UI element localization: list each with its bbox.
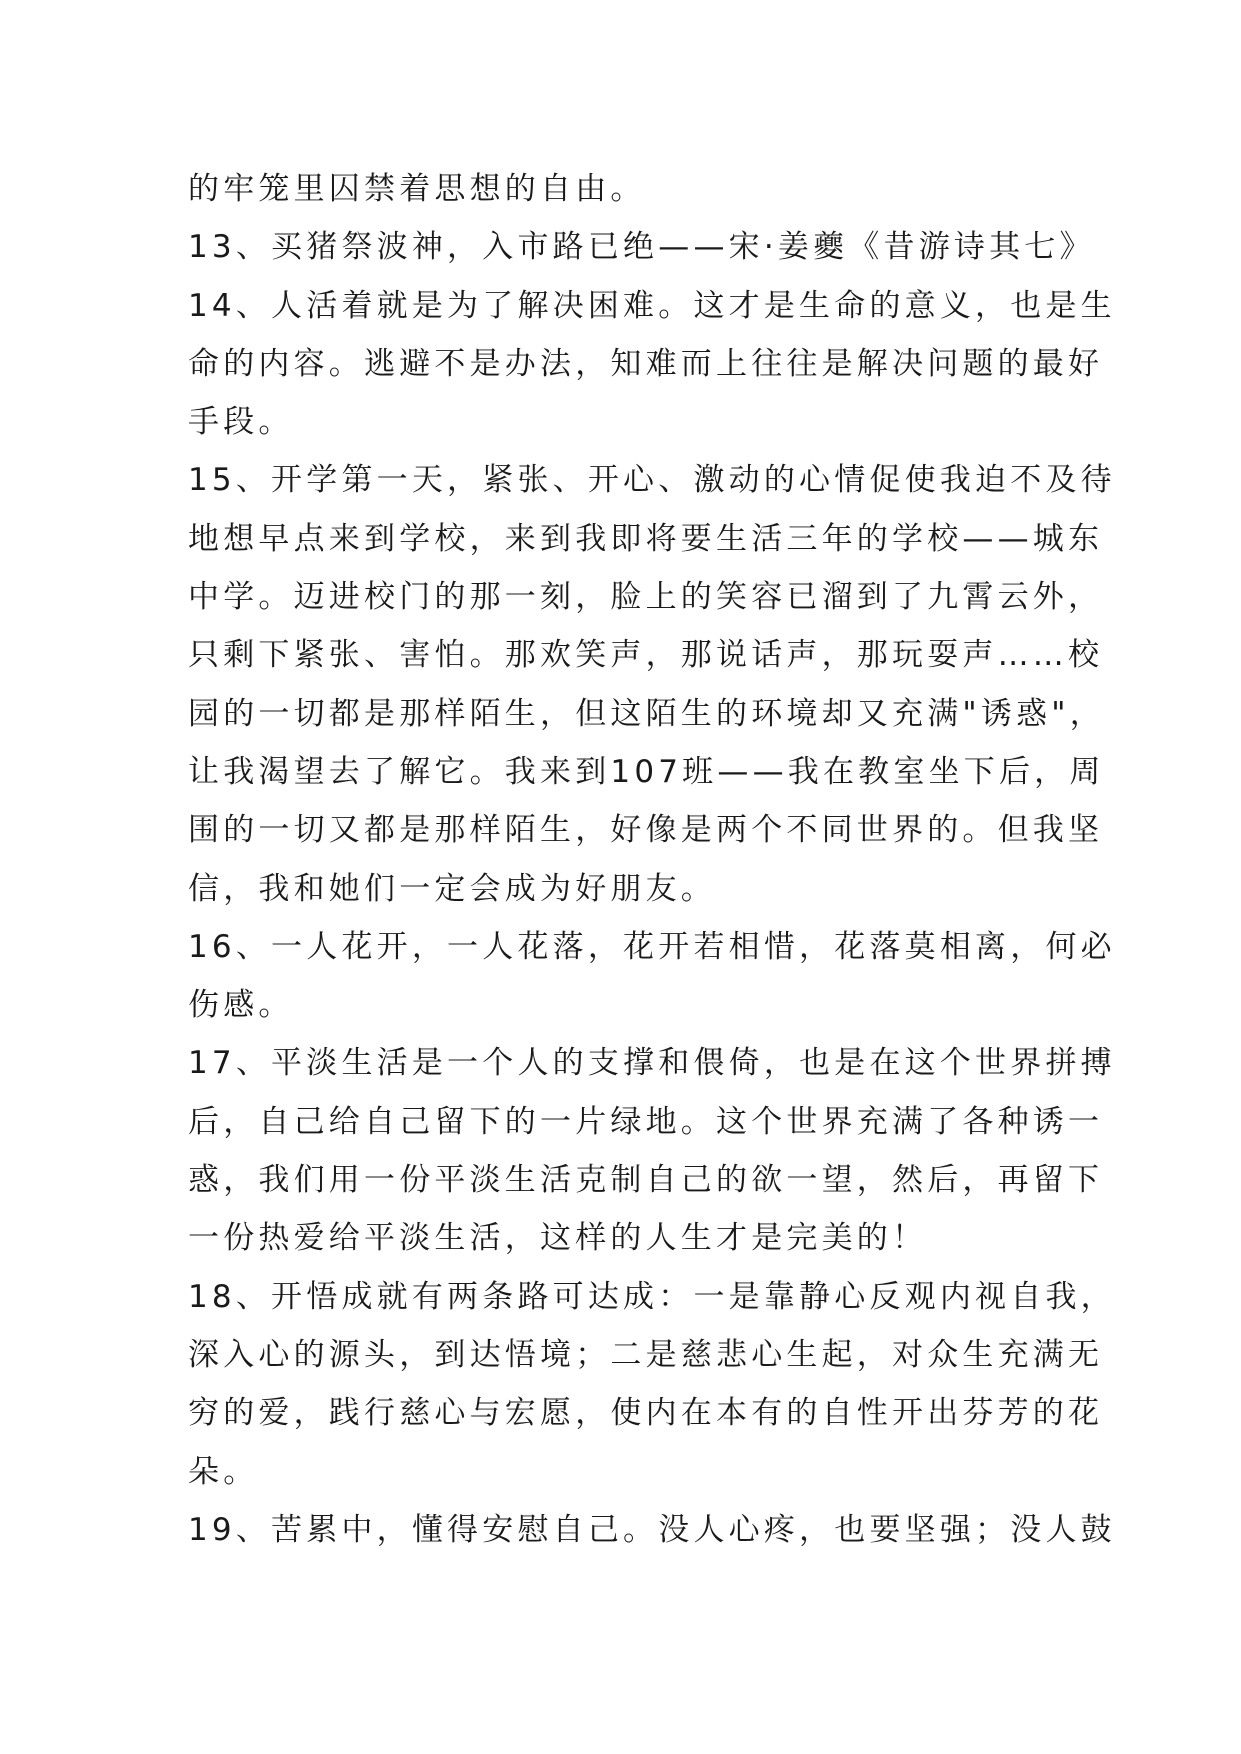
text-line: 一份热爱给平淡生活，这样的人生才是完美的！ [188, 1220, 928, 1257]
text-line: 中学。迈进校门的那一刻，脸上的笑容已溜到了九霄云外， [188, 579, 1104, 616]
text-line: 园的一切都是那样陌生，但这陌生的环境却又充满"诱惑"， [188, 695, 1105, 732]
text-line: 伤感。 [188, 987, 294, 1024]
text-line: 惑，我们用一份平淡生活克制自己的欲一望，然后，再留下 [188, 1162, 1104, 1199]
text-line: 后，自己给自己留下的一片绿地。这个世界充满了各种诱一 [188, 1103, 1104, 1140]
text-line: 让我渴望去了解它。我来到107班——我在教室坐下后，周 [188, 753, 1105, 790]
text-line: 13、买猪祭波神，入市路已绝——宋·姜夔《昔游诗其七》 [188, 229, 1095, 266]
text-line: 深入心的源头，到达悟境；二是慈悲心生起，对众生充满无 [188, 1336, 1104, 1373]
text-line: 手段。 [188, 404, 294, 441]
text-line: 地想早点来到学校，来到我即将要生活三年的学校——城东 [188, 520, 1104, 557]
text-line: 17、平淡生活是一个人的支撑和偎倚，也是在这个世界拼搏 [188, 1045, 1116, 1082]
text-line: 19、苦累中，懂得安慰自己。没人心疼，也要坚强；没人鼓 [188, 1511, 1116, 1548]
text-line: 16、一人花开，一人花落，花开若相惜，花落莫相离，何必 [188, 928, 1116, 965]
text-line: 命的内容。逃避不是办法，知难而上往往是解决问题的最好 [188, 345, 1104, 382]
text-line: 朵。 [188, 1453, 259, 1490]
text-line: 围的一切又都是那样陌生，好像是两个不同世界的。但我坚 [188, 812, 1104, 849]
document-body [188, 160, 1116, 1559]
text-line: 14、人活着就是为了解决困难。这才是生命的意义，也是生 [188, 287, 1116, 324]
text-line: 穷的爱，践行慈心与宏愿，使内在本有的自性开出芬芳的花 [188, 1395, 1104, 1432]
text-line: 信，我和她们一定会成为好朋友。 [188, 870, 716, 907]
text-line: 的牢笼里囚禁着思想的自由。 [188, 171, 646, 207]
text-line: 18、开悟成就有两条路可达成：一是靠静心反观内视自我， [188, 1278, 1116, 1315]
text-line: 15、开学第一天，紧张、开心、激动的心情促使我迫不及待 [188, 462, 1116, 499]
text-line: 只剩下紧张、害怕。那欢笑声，那说话声，那玩耍声……校 [188, 637, 1104, 674]
